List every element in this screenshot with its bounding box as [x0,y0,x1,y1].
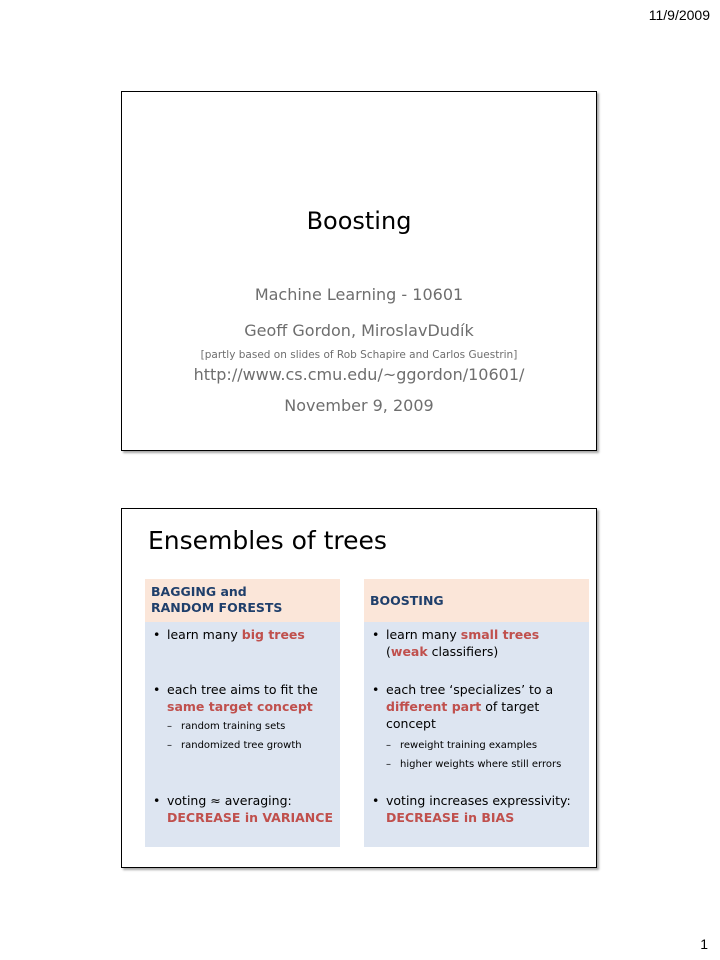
boosting-bullet-1: • learn many small trees (weak classifiers) [372,626,585,660]
credit-note: [partly based on slides of Rob Schapire and Carlos Guestrin] [200,349,518,361]
course-name: Machine Learning - 10601 [254,285,464,304]
slide-title: Ensembles of trees [148,526,387,555]
ensembles-slide [121,508,597,868]
bagging-bullet-2: • each tree aims to fit the same target concept [153,681,336,715]
boosting-sub-2: – higher weights where still errors [386,757,561,773]
bagging-header-line1: BAGGING and [151,584,247,599]
bagging-column [145,579,340,847]
lecture-date: November 9, 2009 [284,396,434,415]
boosting-bullet-2: • each tree ‘specializes’ to a different part of target concept [372,681,585,732]
slide-title: Boosting [306,207,412,235]
bagging-sub-1: – random training sets [167,719,285,735]
authors: Geoff Gordon, MiroslavDudík [244,321,474,340]
bagging-header-line2: RANDOM FORESTS [151,600,283,615]
page-number: 1 [700,936,708,952]
boosting-bullet-3: • voting increases expressivity: DECREASE in BIAS [372,792,585,826]
title-slide [121,91,597,451]
header-date: 11/9/2009 [648,7,710,23]
boosting-header: BOOSTING [364,579,589,622]
boosting-sub-1: – reweight training examples [386,738,537,754]
bagging-header [145,579,340,622]
bagging-bullet-3: • voting ≈ averaging: DECREASE in VARIANCE [153,792,336,826]
boosting-column [364,579,589,847]
course-url[interactable]: http://www.cs.cmu.edu/~ggordon/10601/ [193,365,525,384]
bagging-sub-2: – randomized tree growth [167,738,302,754]
bagging-bullet-1: • learn many big trees [153,626,336,643]
